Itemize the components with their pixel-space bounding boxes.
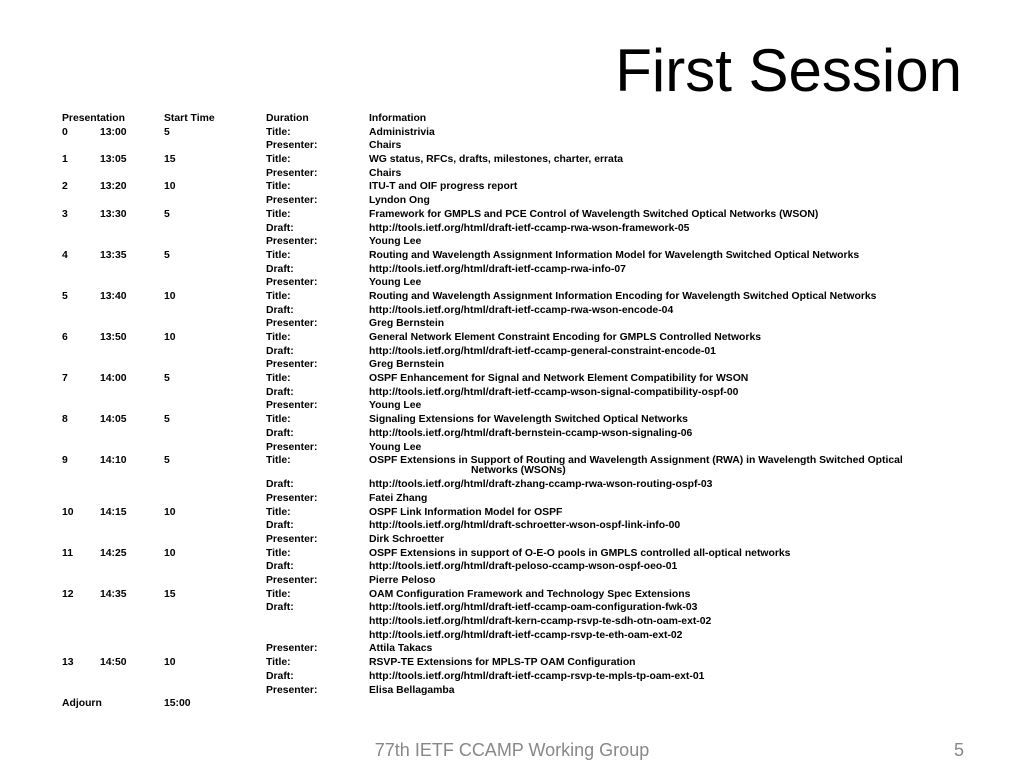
field-label: Title: — [266, 455, 291, 467]
agenda-header-row — [62, 112, 967, 126]
information-value: http://tools.ietf.org/html/draft-ietf-ccamp-oam-configuration-fwk-03 — [369, 602, 698, 614]
duration: 5 — [164, 455, 170, 467]
agenda-row — [62, 670, 967, 684]
field-label: Presenter: — [266, 575, 318, 586]
agenda-row — [62, 249, 967, 263]
information-value: Dirk Schroetter — [369, 533, 445, 545]
information-line-continued: Networks (WSONs) — [471, 465, 566, 477]
information-value: Routing and Wavelength Assignment Information Encoding for Wavelength Switched Optical Networks — [369, 290, 877, 302]
field-label: Presenter: — [266, 533, 318, 545]
field-label: Title: — [266, 181, 291, 193]
field-label: Presenter: — [266, 318, 318, 330]
presentation-number: 4 — [62, 249, 68, 261]
start-time: 14:00 — [100, 373, 127, 385]
presentation-number: 6 — [62, 332, 68, 343]
field-label: Presenter: — [266, 359, 318, 371]
information-value: Young Lee — [369, 400, 422, 412]
information-value: OAM Configuration Framework and Technology Spec Extensions — [369, 588, 691, 600]
start-time: 14:35 — [100, 588, 127, 600]
field-label: Title: — [266, 290, 291, 302]
field-label: Presenter: — [266, 167, 318, 179]
information-value: Elisa Bellagamba — [369, 684, 455, 696]
agenda-row — [62, 454, 967, 478]
agenda-row — [62, 276, 967, 290]
field-label: Title: — [266, 414, 291, 426]
agenda-row — [62, 601, 967, 615]
agenda-row — [62, 399, 967, 413]
information-value: Fatei Zhang — [369, 492, 428, 504]
start-time: 14:05 — [100, 414, 127, 426]
agenda-row — [62, 386, 967, 400]
field-label: Draft: — [266, 602, 294, 614]
agenda-row — [62, 547, 967, 561]
duration: 10 — [164, 657, 176, 669]
agenda-row — [62, 345, 967, 359]
field-label: Presenter: — [266, 277, 318, 289]
information-value: http://tools.ietf.org/html/draft-ietf-ccamp-general-constraint-encode-01 — [369, 345, 716, 357]
field-label: Draft: — [266, 561, 294, 573]
field-label: Presenter: — [266, 140, 318, 152]
presentation-number: 10 — [62, 506, 74, 518]
header-presentation: Presentation — [62, 113, 125, 124]
field-label: Presenter: — [266, 643, 318, 655]
field-label: Draft: — [266, 427, 294, 439]
slide-title: First Session — [615, 37, 962, 104]
start-time: 14:15 — [100, 506, 127, 518]
agenda-row — [62, 139, 967, 153]
start-time: 14:25 — [100, 547, 127, 559]
field-label: Presenter: — [266, 684, 318, 696]
field-label: Title: — [266, 373, 291, 385]
information-value: http://tools.ietf.org/html/draft-ietf-ccamp-rwa-wson-encode-04 — [369, 304, 674, 316]
start-time: 13:50 — [100, 332, 127, 343]
field-label: Draft: — [266, 345, 294, 357]
agenda-row — [62, 317, 967, 331]
agenda-row — [62, 413, 967, 427]
duration: 10 — [164, 506, 176, 518]
start-time: 13:00 — [100, 126, 127, 138]
field-label: Draft: — [266, 386, 294, 398]
duration: 10 — [164, 290, 176, 302]
duration: 10 — [164, 332, 176, 343]
duration: 5 — [164, 373, 170, 385]
duration: 15 — [164, 154, 176, 166]
information-value: Chairs — [369, 167, 402, 179]
field-label: Title: — [266, 657, 291, 669]
agenda-row — [62, 642, 967, 656]
agenda-rows — [62, 126, 967, 698]
presentation-number: 3 — [62, 208, 68, 220]
presentation-number: 2 — [62, 181, 68, 193]
presentation-number: 9 — [62, 455, 68, 467]
agenda-row — [62, 304, 967, 318]
agenda-row — [62, 358, 967, 372]
start-time: 13:20 — [100, 181, 127, 193]
agenda-row — [62, 533, 967, 547]
agenda-table — [62, 112, 967, 711]
field-label: Title: — [266, 547, 291, 559]
agenda-row — [62, 574, 967, 588]
agenda-row — [62, 126, 967, 140]
agenda-row — [62, 263, 967, 277]
presentation-number: 8 — [62, 414, 68, 426]
information-value: http://tools.ietf.org/html/draft-ietf-ccamp-rwa-wson-framework-05 — [369, 222, 690, 234]
information-value: Lyndon Ong — [369, 195, 430, 207]
agenda-row — [62, 560, 967, 574]
information-value: RSVP-TE Extensions for MPLS-TP OAM Configuration — [369, 657, 636, 669]
field-label: Title: — [266, 154, 291, 166]
information-value: http://tools.ietf.org/html/draft-schroetter-wson-ospf-link-info-00 — [369, 520, 681, 532]
information-value: ITU-T and OIF progress report — [369, 181, 518, 193]
start-time: 13:05 — [100, 154, 127, 166]
field-label: Presenter: — [266, 400, 318, 412]
agenda-row — [62, 167, 967, 181]
field-label: Draft: — [266, 520, 294, 532]
duration: 5 — [164, 414, 170, 426]
information-value: Routing and Wavelength Assignment Information Model for Wavelength Switched Optical Networks — [369, 249, 860, 261]
duration: 5 — [164, 208, 170, 220]
duration: 5 — [164, 249, 170, 261]
information-value: http://tools.ietf.org/html/draft-bernstein-ccamp-wson-signaling-06 — [369, 427, 693, 439]
information-value: OSPF Link Information Model for OSPF — [369, 506, 563, 518]
field-label: Title: — [266, 208, 291, 220]
start-time: 13:35 — [100, 249, 127, 261]
information-value: Young Lee — [369, 277, 422, 289]
agenda-row — [62, 427, 967, 441]
information-value — [369, 456, 969, 477]
information-value: http://tools.ietf.org/html/draft-kern-ccamp-rsvp-te-sdh-otn-oam-ext-02 — [369, 616, 712, 628]
field-label: Presenter: — [266, 195, 318, 207]
agenda-row — [62, 588, 967, 602]
information-value: Chairs — [369, 140, 402, 152]
start-time: 13:40 — [100, 290, 127, 302]
field-label: Draft: — [266, 263, 294, 275]
agenda-row — [62, 194, 967, 208]
footer-title: 77th IETF CCAMP Working Group — [374, 740, 650, 760]
agenda-row — [62, 208, 967, 222]
information-value: Signaling Extensions for Wavelength Switched Optical Networks — [369, 414, 688, 426]
header-information: Information — [369, 113, 427, 124]
information-value: Attila Takacs — [369, 643, 433, 655]
field-label: Title: — [266, 332, 291, 343]
information-value: Framework for GMPLS and PCE Control of Wavelength Switched Optical Networks (WSON) — [369, 208, 819, 220]
information-value: http://tools.ietf.org/html/draft-ietf-ccamp-rwa-info-07 — [369, 263, 626, 275]
start-time: 13:30 — [100, 208, 127, 220]
information-value: http://tools.ietf.org/html/draft-ietf-ccamp-rsvp-te-eth-oam-ext-02 — [369, 629, 683, 641]
information-value: Young Lee — [369, 236, 422, 248]
field-label: Draft: — [266, 304, 294, 316]
adjourn-label: Adjourn — [62, 698, 102, 710]
information-value: OSPF Extensions in support of O-E-O pools in GMPLS controlled all-optical networks — [369, 547, 791, 559]
field-label: Title: — [266, 249, 291, 261]
field-label: Draft: — [266, 479, 294, 491]
agenda-row — [62, 478, 967, 492]
information-value: Pierre Peloso — [369, 575, 436, 586]
presentation-number: 13 — [62, 657, 74, 669]
agenda-row — [62, 684, 967, 698]
information-value: http://tools.ietf.org/html/draft-zhang-ccamp-rwa-wson-routing-ospf-03 — [369, 479, 713, 491]
presentation-number: 1 — [62, 154, 68, 166]
agenda-row — [62, 492, 967, 506]
information-line: OSPF Extensions in Support of Routing and Wavelength Assignment (RWA) in Wavelength Switched Optical — [369, 454, 903, 466]
field-label: Draft: — [266, 222, 294, 234]
information-value: WG status, RFCs, drafts, milestones, charter, errata — [369, 154, 624, 166]
information-value: Young Lee — [369, 441, 422, 453]
presentation-number: 5 — [62, 290, 68, 302]
presentation-number: 12 — [62, 588, 74, 600]
agenda-row — [62, 506, 967, 520]
information-value: OSPF Enhancement for Signal and Network Element Compatibility for WSON — [369, 373, 749, 385]
agenda-row — [62, 656, 967, 670]
field-label: Title: — [266, 588, 291, 600]
field-label: Title: — [266, 126, 291, 138]
information-value: http://tools.ietf.org/html/draft-ietf-ccamp-wson-signal-compatibility-ospf-00 — [369, 386, 739, 398]
agenda-row — [62, 235, 967, 249]
duration: 5 — [164, 126, 170, 138]
information-value: http://tools.ietf.org/html/draft-peloso-ccamp-wson-ospf-oeo-01 — [369, 561, 678, 573]
field-label: Draft: — [266, 670, 294, 682]
field-label: Presenter: — [266, 441, 318, 453]
start-time: 14:10 — [100, 455, 127, 467]
duration: 10 — [164, 547, 176, 559]
start-time: 14:50 — [100, 657, 127, 669]
agenda-row — [62, 519, 967, 533]
adjourn-time: 15:00 — [164, 698, 191, 710]
agenda-row — [62, 441, 967, 455]
agenda-row — [62, 290, 967, 304]
presentation-number: 7 — [62, 373, 68, 385]
agenda-row — [62, 153, 967, 167]
agenda-row — [62, 180, 967, 194]
page-number: 5 — [953, 740, 964, 760]
information-value: http://tools.ietf.org/html/draft-ietf-ccamp-rsvp-te-mpls-tp-oam-ext-01 — [369, 670, 705, 682]
agenda-row — [62, 372, 967, 386]
information-value: Administrivia — [369, 126, 435, 138]
information-value: Greg Bernstein — [369, 318, 445, 330]
presentation-number: 11 — [62, 547, 73, 559]
duration: 10 — [164, 181, 176, 193]
field-label: Presenter: — [266, 492, 318, 504]
header-duration: Duration — [266, 113, 309, 124]
field-label: Presenter: — [266, 236, 318, 248]
agenda-row — [62, 629, 967, 643]
agenda-row — [62, 331, 967, 345]
information-value: General Network Element Constraint Encoding for GMPLS Controlled Networks — [369, 332, 762, 343]
information-value: Greg Bernstein — [369, 359, 445, 371]
adjourn-row — [62, 697, 967, 711]
presentation-number: 0 — [62, 126, 68, 138]
header-start-time: Start Time — [164, 113, 215, 124]
duration: 15 — [164, 588, 176, 600]
agenda-row — [62, 222, 967, 236]
agenda-row — [62, 615, 967, 629]
field-label: Title: — [266, 506, 291, 518]
